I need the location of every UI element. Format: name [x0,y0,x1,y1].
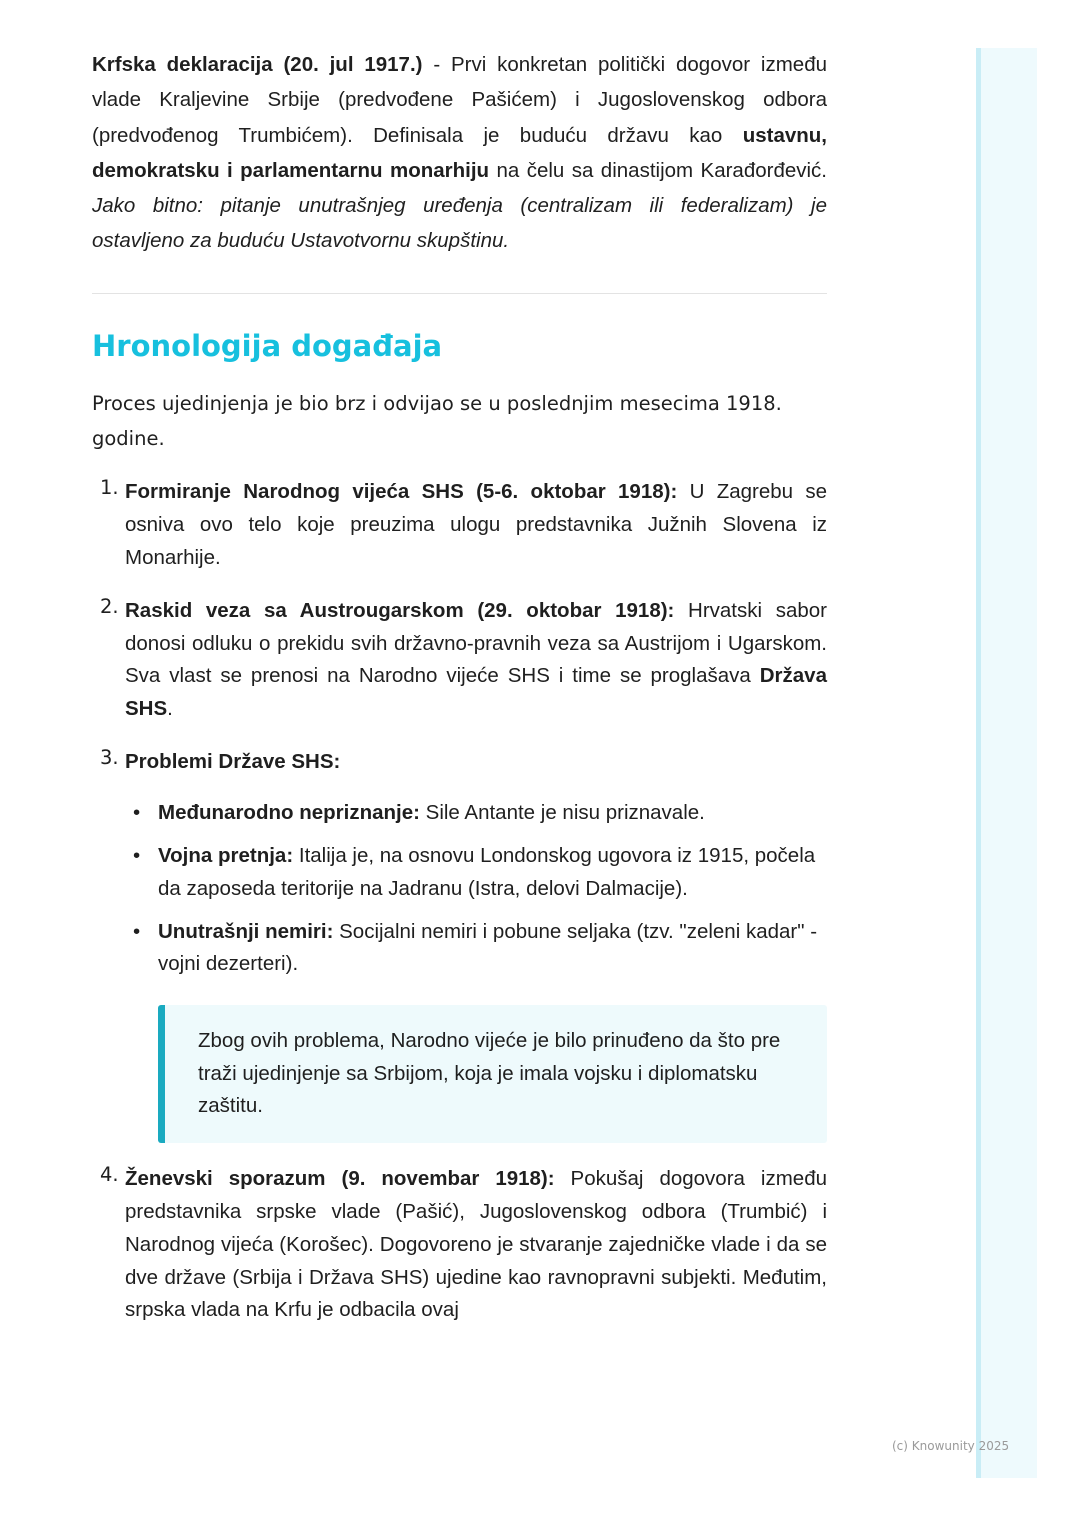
callout-text: Zbog ovih problema, Narodno vijeće je bilo prinuđeno da što pre traži ujedinjenje sa Srbijom, koja je imala vojsku i diplomatsku zaštitu. [198,1028,781,1118]
declaration-text: Prvi konkretan politički dogovor između vlade Kraljevine Srbije (predvođene Pašićem) i Jugoslovenskog odbora (predvođenog Trumbićem). Definisala je buduću državu kao [92,53,827,147]
problem-item [125,840,827,905]
section-title: Hronologija događaja [92,328,443,363]
right-margin-panel [976,48,1037,1478]
declaration-dynasty: na čelu sa dinastijom Karađorđević. [489,158,828,182]
item-term: Formiranje Narodnog vijeća SHS (5-6. oktobar 1918): [125,480,678,504]
problem-text: Socijalni nemiri i pobune seljaka (tzv. "zeleni kadar" - vojni dezerteri). [158,919,818,976]
problem-text: Sile Antante je nisu priznavale. [419,800,705,824]
item-number: 4. [100,1163,119,1187]
section-divider [92,293,827,294]
timeline-item [92,746,827,1143]
timeline-item [92,1163,827,1327]
copyright-text: (c) Knowunity 2025 [892,1439,1010,1453]
problem-term: Unutrašnji nemiri: [158,919,334,943]
problem-term: Vojna pretnja: [158,844,294,868]
declaration-separator: - [422,53,451,76]
bullet: • [133,800,141,824]
bullet: • [133,919,141,943]
item-text: U Zagrebu se osniva ovo telo koje preuzima ulogu predstavnika Južnih Slovena iz Monarhije. [125,480,827,569]
item-term: Problemi Države SHS: [125,749,341,773]
item-number: 1. [100,476,119,500]
problem-term: Međunarodno nepriznanje: [158,800,420,824]
timeline-list [92,476,827,1327]
callout-box [158,1005,827,1143]
item-number: 2. [100,594,119,618]
bullet: • [133,844,141,868]
problem-text: Italija je, na osnovu Londonskog ugovora iz 1915, počela da zaposeda teritorije na Jadranu (Istra, delovi Dalmacije). [158,844,816,900]
problem-item [125,797,827,829]
item-term: Raskid veza sa Austrougarskom (29. oktobar 1918): [125,598,675,622]
timeline-item [92,476,827,574]
section-intro: Proces ujedinjenja je bio brz i odvijao se u poslednjim mesecima 1918. godine. [92,391,782,451]
problem-item [125,916,827,981]
declaration-term: Krfska deklaracija (20. jul 1917.) [92,53,423,76]
item-term: Ženevski sporazum (9. novembar 1918): [125,1167,555,1191]
declaration-paragraph [92,47,827,259]
item-text: Pokušaj dogovora između predstavnika srpske vlade (Pašić), Jugoslovenskog odbora (Trumbić) i Narodnog vijeća (Korošec). Dogovoreno je stvaranje zajedničke vlade i da se dve države (Srbija i Država SHS) ujedine kao ravnopravni subjekti. Međutim, srpska vlada na Krfu je odbacila ovaj [125,1167,827,1322]
document-body [92,47,827,1327]
declaration-monarchy: ustavnu, demokratsku i parlamentarnu monarhiju [92,123,827,182]
item-end: . [167,697,173,721]
item-text: Hrvatski sabor donosi odluku o prekidu svih državno-pravnih veza sa Austrijom i Ugarskom. Sva vlast se prenosi na Narodno vijeće SHS i time se proglašava [125,598,827,688]
declaration-note: Jako bitno: pitanje unutrašnjeg uređenja (centralizam ili federalizam) je ostavljeno za buduću Ustavotvornu skupštinu. [92,194,827,253]
problems-list [125,797,827,981]
item-number: 3. [100,745,119,769]
timeline-item [92,595,827,726]
item-bold-end: Država SHS [125,664,827,721]
